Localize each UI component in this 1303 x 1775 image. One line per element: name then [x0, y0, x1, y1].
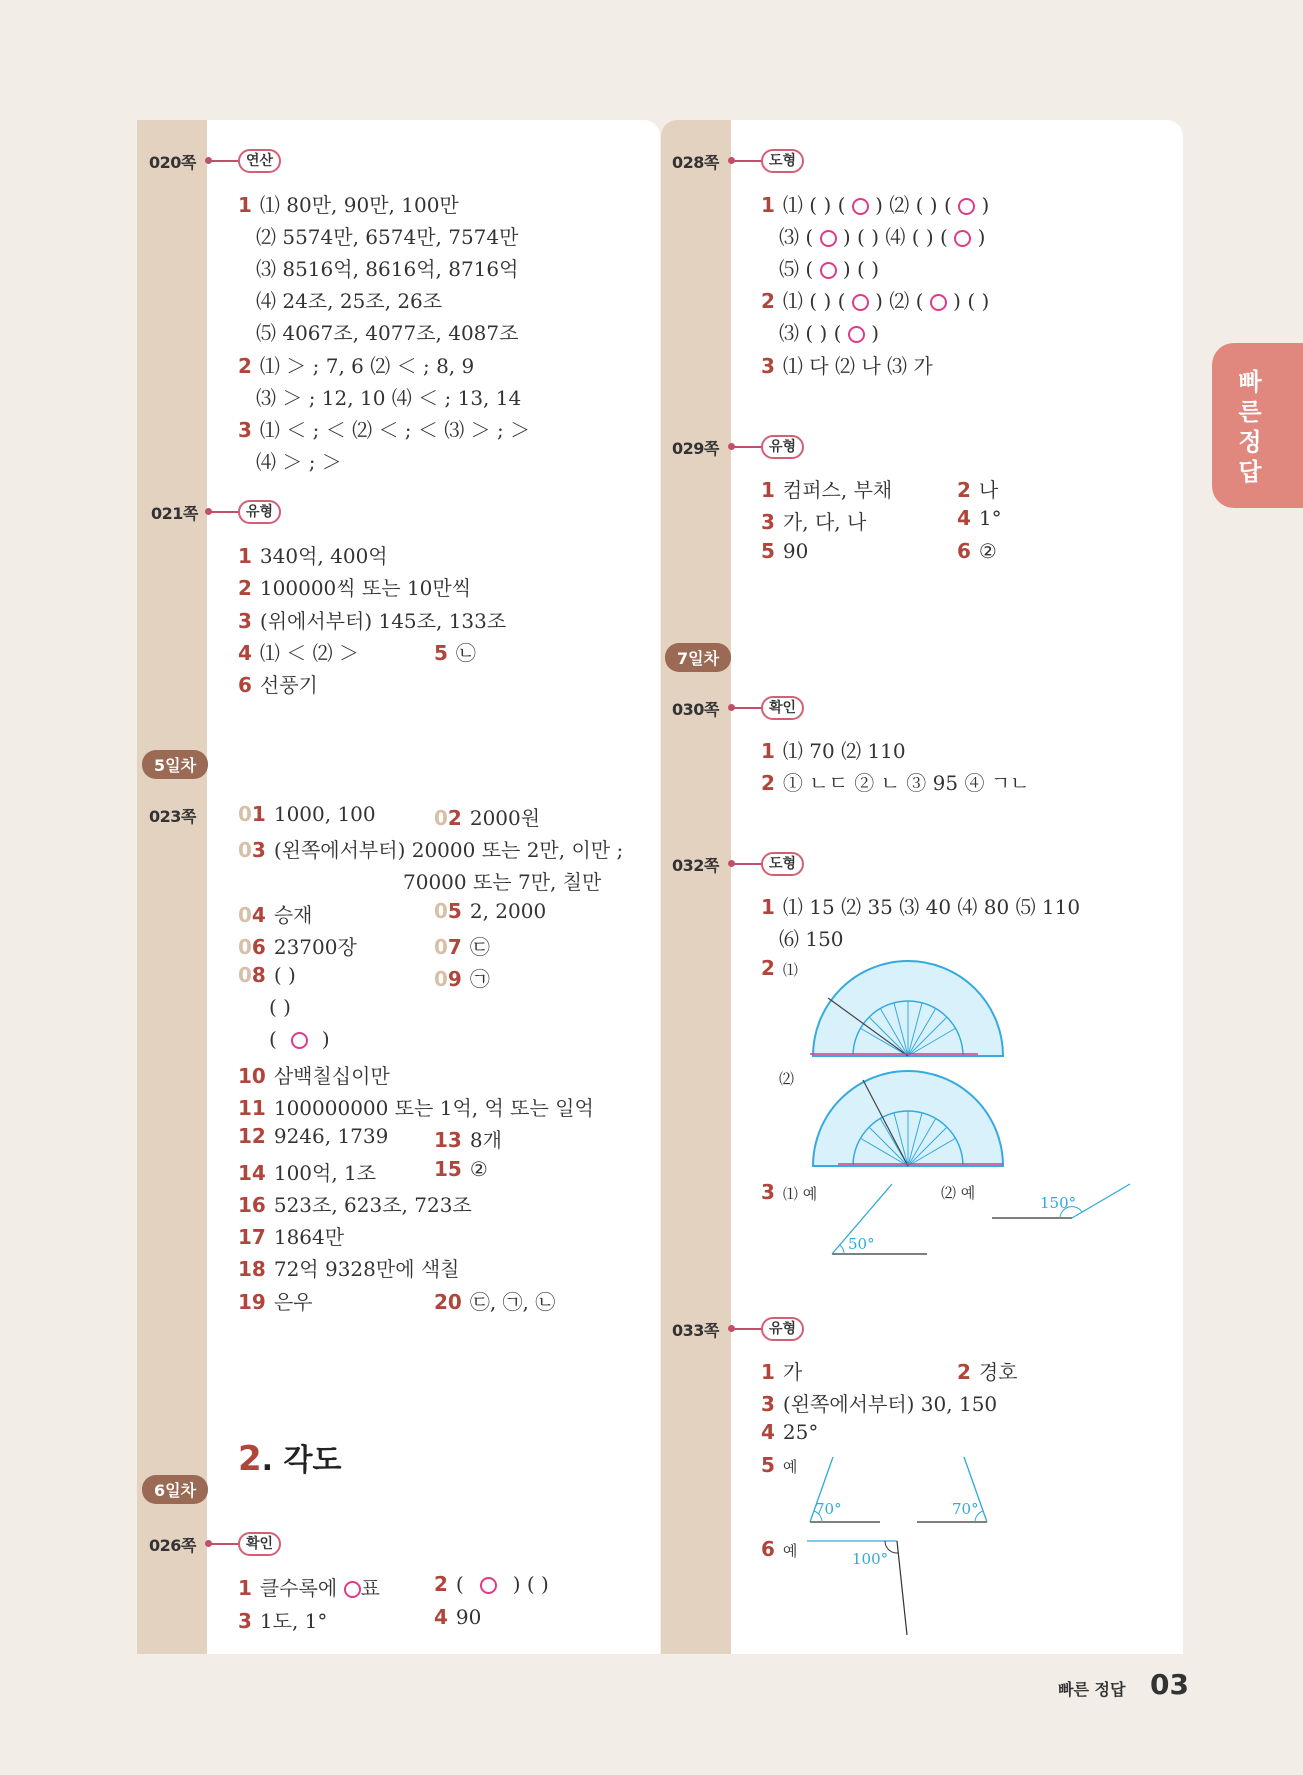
- answer-line: [761, 1453, 797, 1477]
- answer-circle-mark: [820, 230, 837, 247]
- answer-line: ⑵ 5574만, 6574만, 7574만: [256, 225, 519, 249]
- page-label-strip: [661, 120, 731, 1654]
- answer-line: [434, 1286, 555, 1315]
- answer-line: [238, 1572, 380, 1601]
- number-zero: 0: [434, 899, 448, 923]
- question-number: 2: [434, 1572, 448, 1596]
- answer-text: ㉢: [469, 935, 490, 959]
- answer-line: [238, 414, 530, 443]
- answer-text: 90: [455, 1605, 482, 1629]
- chapter-number: 2: [238, 1439, 262, 1479]
- question-number: 14: [238, 1161, 266, 1185]
- answer-line: [238, 899, 312, 928]
- page-label-026: 026쪽: [149, 1536, 196, 1555]
- question-number: 5: [761, 539, 775, 563]
- question-number: 3: [251, 838, 266, 862]
- answer-text: ⑴ ( ) (: [782, 193, 846, 217]
- answer-text: ) ⑵ (: [875, 289, 924, 313]
- answer-text: (: [269, 1027, 277, 1051]
- question-number: 3: [761, 510, 775, 534]
- answer-line: [238, 1605, 327, 1634]
- answer-line: [238, 834, 623, 863]
- answer-text: 컴퍼스, 부채: [782, 478, 893, 502]
- answer-circle-mark: [852, 294, 869, 311]
- answer-line: [238, 1124, 388, 1148]
- chapter-heading: [238, 1435, 341, 1479]
- answer-line: [434, 963, 490, 992]
- page-label-029: 029쪽: [672, 439, 719, 458]
- answer-circle-mark: [852, 198, 869, 215]
- answer-line: [434, 1605, 481, 1629]
- question-number: 19: [238, 1290, 266, 1314]
- answer-line: [238, 637, 359, 666]
- answer-text: ㉢, ㉠, ㉡: [469, 1290, 556, 1314]
- answer-line: ⑷ ＞ ; ＞: [256, 450, 342, 474]
- question-number: 5: [761, 1453, 775, 1477]
- answer-line: [957, 539, 997, 563]
- answer-line: 70000 또는 7만, 칠만: [403, 870, 602, 894]
- section-tag: 유형: [238, 500, 281, 524]
- answer-line: [761, 1420, 818, 1444]
- section-tag: 도형: [761, 852, 804, 876]
- page-label-030: 030쪽: [672, 700, 719, 719]
- answer-text: 삼백칠십이만: [273, 1064, 390, 1088]
- number-zero: 0: [238, 903, 252, 927]
- answer-line: [761, 1180, 817, 1204]
- answer-line: ( ): [269, 995, 291, 1019]
- answer-line: [761, 735, 906, 764]
- answer-line: [761, 474, 892, 503]
- question-number: 2: [957, 478, 971, 502]
- question-number: 3: [761, 1392, 775, 1416]
- answer-text: 승재: [273, 903, 313, 927]
- answer-line: [238, 540, 388, 569]
- question-number: 5: [447, 899, 462, 923]
- question-number: 6: [251, 935, 266, 959]
- answer-line: [957, 474, 998, 503]
- answer-line: [269, 1027, 330, 1051]
- answer-line: ⑹ 150: [779, 927, 844, 951]
- number-zero: 0: [238, 838, 252, 862]
- answer-text: 9246, 1739: [273, 1124, 389, 1148]
- answer-text: ②: [469, 1157, 488, 1181]
- answer-line: ⑷ 24조, 25조, 26조: [256, 289, 443, 313]
- section-tag: 확인: [761, 696, 804, 720]
- answer-text: ⑴: [782, 961, 798, 979]
- answer-line: [434, 1572, 549, 1596]
- answer-line: [238, 189, 459, 218]
- answer-circle-mark: [820, 262, 837, 279]
- answer-circle-mark: [480, 1577, 497, 1594]
- answer-line: [434, 1157, 488, 1181]
- question-number: 6: [761, 1537, 775, 1561]
- answer-text: ⑴ ＜ ; ＜ ⑵ ＜ ; ＜ ⑶ ＞ ; ＞: [259, 418, 531, 442]
- answer-text: 523조, 623조, 723조: [273, 1193, 472, 1217]
- number-zero: 0: [238, 935, 252, 959]
- connector-line: [733, 160, 763, 162]
- answer-text: ): [977, 225, 986, 249]
- answer-line: [434, 1124, 502, 1153]
- answer-circle-mark: [958, 198, 975, 215]
- number-zero: 0: [238, 802, 252, 826]
- answer-text: ( ): [273, 963, 296, 987]
- question-number: 10: [238, 1064, 266, 1088]
- question-number: 1: [238, 544, 252, 568]
- answer-text: 1°: [978, 506, 1002, 530]
- question-number: 7: [447, 935, 462, 959]
- angle-label: 70°: [952, 1500, 979, 1518]
- section-tag: 유형: [761, 435, 804, 459]
- answer-line: [761, 1388, 997, 1417]
- question-number: 2: [761, 956, 775, 980]
- angle-label: 50°: [848, 1235, 875, 1253]
- answer-line: [238, 963, 296, 987]
- number-zero: 0: [434, 967, 448, 991]
- question-number: 11: [238, 1096, 266, 1120]
- answer-line: [779, 317, 879, 346]
- answer-text: (왼쪽에서부터) 20000 또는 2만, 이만 ;: [273, 838, 624, 862]
- question-number: 15: [434, 1157, 462, 1181]
- answer-text: 나: [978, 478, 999, 502]
- answer-line: [434, 637, 476, 666]
- section-tag: 유형: [761, 1317, 804, 1341]
- answer-text: 100000000 또는 1억, 억 또는 일억: [273, 1096, 594, 1120]
- answer-text: ⑴ ( ) (: [782, 289, 846, 313]
- answer-text: ⑴ 70 ⑵ 110: [782, 739, 906, 763]
- section-tag: 확인: [238, 1532, 281, 1556]
- protractor-figure: [808, 958, 1008, 1058]
- answer-line: [761, 1537, 797, 1561]
- angle-label: 100°: [852, 1550, 889, 1568]
- answer-text: ㉠: [469, 967, 490, 991]
- answer-text: 100000씩 또는 10만씩: [259, 576, 472, 600]
- page-label-strip: [137, 120, 207, 1654]
- answer-text: 340억, 400억: [259, 544, 388, 568]
- question-number: 3: [761, 354, 775, 378]
- answer-circle-mark: [344, 1581, 361, 1598]
- answer-text: 선풍기: [259, 673, 318, 697]
- quick-answer-side-tab[interactable]: [1212, 343, 1303, 508]
- angle-50-figure: [830, 1182, 930, 1257]
- number-zero: 0: [434, 806, 448, 830]
- question-number: 18: [238, 1257, 266, 1281]
- question-number: 9: [447, 967, 462, 991]
- answer-text: ⑴ 80만, 90만, 100만: [259, 193, 459, 217]
- question-number: 4: [957, 506, 971, 530]
- answer-text: 2000원: [469, 806, 541, 830]
- answer-line: ⑶ 8516억, 8616억, 8716억: [256, 257, 519, 281]
- answer-line: [238, 1286, 312, 1315]
- answer-text: 가: [782, 1360, 803, 1384]
- answer-line: ⑸ 4067조, 4077조, 4087조: [256, 321, 519, 345]
- answer-line: [761, 285, 989, 314]
- page-label-023: 023쪽: [149, 807, 196, 826]
- answer-text: 표: [360, 1576, 380, 1600]
- question-number: 2: [238, 354, 252, 378]
- number-zero: 0: [238, 963, 252, 987]
- answer-line: [238, 1253, 460, 1282]
- answer-line: [434, 802, 540, 831]
- answer-line: [238, 605, 506, 634]
- answer-text: (왼쪽에서부터) 30, 150: [782, 1392, 998, 1416]
- question-number: 17: [238, 1225, 266, 1249]
- question-number: 3: [238, 609, 252, 633]
- question-number: 1: [761, 1360, 775, 1384]
- answer-line: [238, 1060, 390, 1089]
- question-number: 1: [238, 1576, 252, 1600]
- number-zero: 0: [434, 935, 448, 959]
- answer-text: ) ( ): [953, 289, 990, 313]
- section-tag: 연산: [238, 149, 281, 173]
- question-number: 12: [238, 1124, 266, 1148]
- answer-text: ⑴ ＜ ⑵ ＞: [259, 641, 359, 665]
- answer-line: [761, 350, 933, 379]
- day-badge-5: 5일차: [142, 750, 208, 779]
- answer-text: ㉡: [455, 641, 476, 665]
- answer-text: ) ( ): [512, 1572, 549, 1596]
- answer-line: [434, 931, 490, 960]
- answer-text: 경호: [978, 1360, 1018, 1384]
- question-number: 4: [761, 1420, 775, 1444]
- answer-text: 23700장: [273, 935, 357, 959]
- answer-text: 예: [782, 1458, 798, 1476]
- question-number: 13: [434, 1128, 462, 1152]
- answer-circle-mark: [954, 230, 971, 247]
- answer-circle-mark: [848, 326, 865, 343]
- answer-text: 1000, 100: [273, 802, 376, 826]
- answer-text: 72억 9328만에 색칠: [273, 1257, 460, 1281]
- side-tab-label: 빠른정답: [1238, 368, 1262, 486]
- section-tag: 도형: [761, 149, 804, 173]
- footer-label: 빠른 정답: [1058, 1680, 1126, 1699]
- answer-line: ⑶ ＞ ; 12, 10 ⑷ ＜ ; 13, 14: [256, 386, 522, 410]
- answer-line: [434, 899, 546, 923]
- answer-circle-mark: [291, 1032, 308, 1049]
- answer-text: ): [321, 1027, 330, 1051]
- answer-text: ) ( ) ⑷ ( ) (: [842, 225, 948, 249]
- answer-line: [238, 1221, 344, 1250]
- answer-line: [238, 1189, 472, 1218]
- question-number: 4: [238, 641, 252, 665]
- day-badge-7: 7일차: [665, 643, 731, 672]
- connector-line: [733, 446, 763, 448]
- answer-text: 25°: [782, 1420, 819, 1444]
- question-number: 1: [238, 193, 252, 217]
- answer-text: ⑴ 예: [782, 1185, 818, 1203]
- question-number: 1: [251, 802, 266, 826]
- page-label-033: 033쪽: [672, 1321, 719, 1340]
- page-label-021: 021쪽: [151, 504, 198, 523]
- answer-sub-label: ⑵ 예: [941, 1184, 976, 1202]
- answer-text: ⑸ (: [779, 257, 814, 281]
- answer-line: [957, 506, 1002, 530]
- page-label-028: 028쪽: [672, 153, 719, 172]
- answer-line: [238, 350, 474, 379]
- answer-line: [761, 506, 866, 535]
- answer-line: [238, 1157, 376, 1186]
- answer-text: ① ㄴㄷ ② ㄴ ③ 95 ④ ㄱㄴ: [782, 771, 1030, 795]
- page-number: 03: [1150, 1668, 1189, 1701]
- answer-sub-label: ⑵: [779, 1070, 795, 1088]
- answer-text: 90: [782, 539, 809, 563]
- question-number: 1: [761, 193, 775, 217]
- question-number: 4: [251, 903, 266, 927]
- answer-line: [761, 539, 808, 563]
- day-badge-6: 6일차: [142, 1475, 208, 1504]
- connector-line: [210, 160, 240, 162]
- page-label-032: 032쪽: [672, 856, 719, 875]
- answer-line: [779, 253, 879, 282]
- answer-line: [238, 572, 471, 601]
- answer-text: (위에서부터) 145조, 133조: [259, 609, 507, 633]
- answer-line: [761, 189, 989, 218]
- answer-line: [779, 221, 985, 250]
- answer-circle-mark: [930, 294, 947, 311]
- answer-text: ) ⑵ ( ) (: [875, 193, 952, 217]
- answer-text: ⑶ (: [779, 225, 814, 249]
- angle-label: 150°: [1040, 1194, 1077, 1212]
- answer-line: [761, 891, 1080, 920]
- question-number: 20: [434, 1290, 462, 1314]
- answer-line: [238, 1092, 594, 1121]
- question-number: 3: [238, 1609, 252, 1633]
- answer-text: ): [981, 193, 990, 217]
- answer-text: ) ( ): [842, 257, 880, 281]
- answer-text: ⑶ ( ) (: [779, 321, 842, 345]
- question-number: 2: [957, 1360, 971, 1384]
- question-number: 4: [434, 1605, 448, 1629]
- connector-line: [733, 863, 763, 865]
- question-number: 1: [761, 478, 775, 502]
- answer-line: [761, 956, 798, 980]
- question-number: 2: [447, 806, 462, 830]
- question-number: 16: [238, 1193, 266, 1217]
- question-number: 3: [238, 418, 252, 442]
- answer-text: 2, 2000: [469, 899, 547, 923]
- question-number: 5: [434, 641, 448, 665]
- question-number: 2: [761, 289, 775, 313]
- answer-text: ②: [978, 539, 997, 563]
- page-label-020: 020쪽: [149, 153, 196, 172]
- answer-text: ⑴ 15 ⑵ 35 ⑶ 40 ⑷ 80 ⑸ 110: [782, 895, 1081, 919]
- answer-text: 예: [782, 1542, 798, 1560]
- connector-line: [210, 511, 240, 513]
- answer-text: 가, 다, 나: [782, 510, 867, 534]
- answer-text: (: [455, 1572, 464, 1596]
- answer-text: ): [871, 321, 880, 345]
- answer-text: 1864만: [273, 1225, 345, 1249]
- connector-line: [733, 1328, 763, 1330]
- answer-text: 클수록에: [259, 1576, 344, 1600]
- connector-line: [210, 1543, 240, 1545]
- answer-line: [238, 802, 376, 826]
- answer-line: [238, 669, 318, 698]
- answer-line: [761, 1356, 802, 1385]
- question-number: 8: [251, 963, 266, 987]
- question-number: 6: [957, 539, 971, 563]
- answer-text: 8개: [469, 1128, 502, 1152]
- answer-text: ⑴ ＞ ; 7, 6 ⑵ ＜ ; 8, 9: [259, 354, 475, 378]
- answer-text: 은우: [273, 1290, 313, 1314]
- answer-text: 100억, 1조: [273, 1161, 377, 1185]
- question-number: 3: [761, 1180, 775, 1204]
- question-number: 6: [238, 673, 252, 697]
- answer-text: 1도, 1°: [259, 1609, 328, 1633]
- question-number: 2: [238, 576, 252, 600]
- chapter-title: . 각도: [261, 1443, 342, 1478]
- question-number: 1: [761, 895, 775, 919]
- connector-line: [733, 707, 763, 709]
- question-number: 2: [761, 771, 775, 795]
- answer-text: ⑴ 다 ⑵ 나 ⑶ 가: [782, 354, 933, 378]
- answer-line: [761, 767, 1029, 796]
- answer-line: [238, 931, 357, 960]
- answer-line: [957, 1356, 1018, 1385]
- question-number: 1: [761, 739, 775, 763]
- protractor-figure: [808, 1068, 1008, 1168]
- angle-label: 70°: [815, 1500, 842, 1518]
